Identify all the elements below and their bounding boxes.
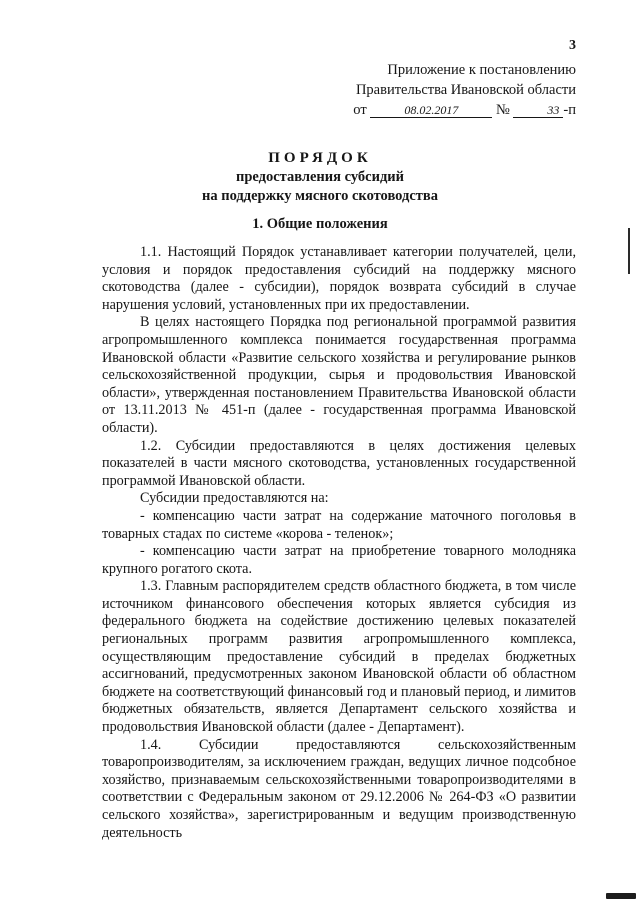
title-subtitle-1: предоставления субсидий xyxy=(235,169,404,185)
title-subtitle-2: на поддержку мясного скотоводства xyxy=(201,188,438,204)
number-suffix: -п xyxy=(563,102,576,118)
from-label: от xyxy=(353,102,367,118)
document-title xyxy=(60,148,580,206)
body-text xyxy=(102,244,576,842)
paragraph: Субсидии предоставляются на: xyxy=(140,490,329,507)
section-heading: 1. Общие положения xyxy=(252,216,388,232)
handwritten-number: 33 xyxy=(513,103,563,118)
paragraph: 1.2. Субсидии предоставляются в целях достижения целевых показателей в части мясного скотоводства, установленных государственной программой Ивановской области. xyxy=(102,437,576,489)
scan-edge-mark xyxy=(628,228,630,274)
appendix-line-2: Правительства Ивановской области xyxy=(355,82,576,98)
list-item: - компенсацию части затрат на приобретение товарного молодняка крупного рогатого скота. xyxy=(102,543,576,577)
scan-edge-dot xyxy=(606,893,636,899)
page-number: 3 xyxy=(569,38,576,53)
handwritten-date: 08.02.2017 xyxy=(370,103,492,118)
list-item: - компенсацию части затрат на содержание маточного поголовья в товарных стадах по системе «корова - теленок»; xyxy=(102,507,576,542)
paragraph: В целях настоящего Порядка под региональной программой развития агропромышленного комплекса понимается государственная программа Ивановской области «Развитие сельского хозяйства и регулирование рынков сельскохозяйственной продукции, сырья и продовольствия Ивановской области», утвержденная постановлением Правительства Ивановской области от 13.11.2013 № 451-п (далее - государственная программа Ивановской области). xyxy=(102,314,576,436)
number-label: № xyxy=(495,102,510,118)
paragraph: 1.4. Субсидии предоставляются сельскохозяйственным товаропроизводителям, за исключением граждан, ведущих личное подсобное хозяйство, признаваемым сельскохозяйственными товаропроизводителями в соответствии с Федеральным законом от 29.12.2006 № 264-ФЗ «О развитии сельского хозяйства», зарегистрированным и ведущим производственную деятельность xyxy=(102,736,576,841)
title-main: ПОРЯДОК xyxy=(268,150,372,166)
appendix-header xyxy=(330,60,576,120)
paragraph: 1.3. Главным распорядителем средств областного бюджета, в том числе источником финансового обеспечения которых является субсидия из федерального бюджета на содействие достижению целевых показателей региональных программ развития агропромышленного комплекса, осуществляющим предоставление субсидий в пределах бюджетных ассигнований, предусмотренных законом Ивановской области об областном бюджете на соответствующий финансовый год и плановый период, и лимитов бюджетных обязательств, является Департамент сельского хозяйства и продовольствия Ивановской области (далее - Департамент). xyxy=(102,578,576,736)
appendix-line-1: Приложение к постановлению xyxy=(387,62,576,78)
appendix-line-3 xyxy=(330,100,576,120)
paragraph: 1.1. Настоящий Порядок устанавливает категории получателей, цели, условия и порядок предоставления субсидий на поддержку мясного скотоводства (далее - субсидии), порядок возврата субсидий в случае нарушения условий, установленных при их предоставлении. xyxy=(102,244,576,313)
